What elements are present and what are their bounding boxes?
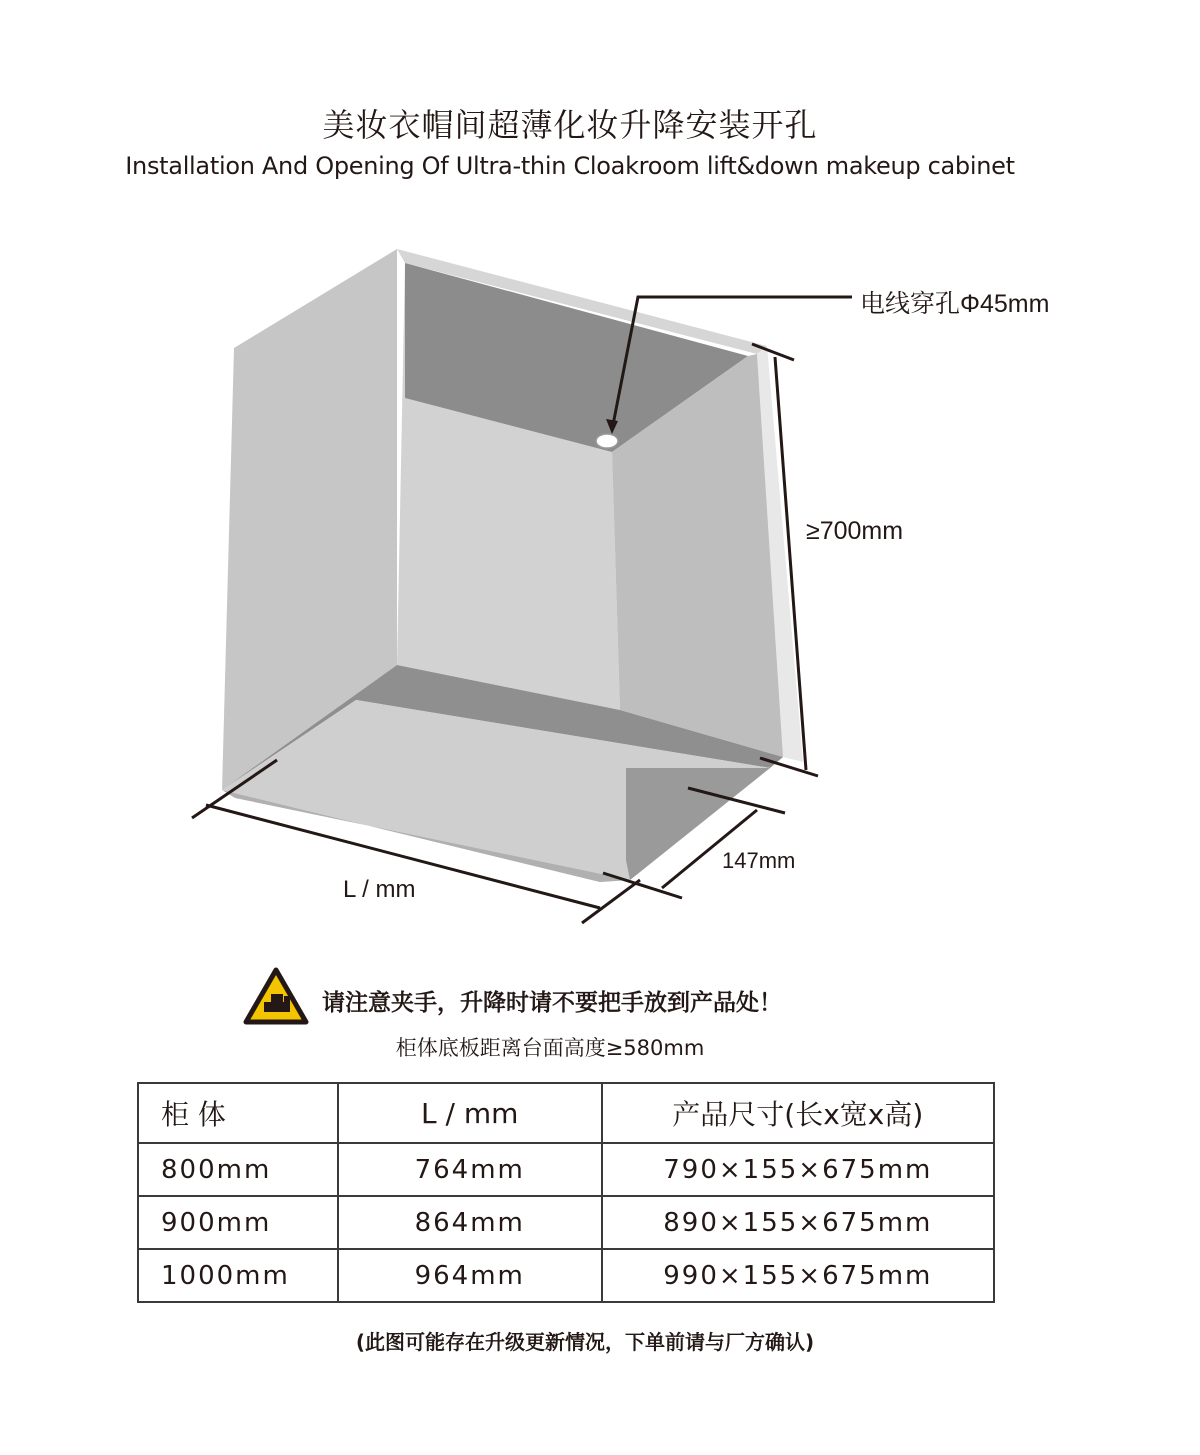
cell-product-size: 890×155×675mm [602,1196,994,1249]
table-row [138,1143,994,1196]
cell-cabinet: 800mm [138,1143,338,1196]
size-spec-table [137,1082,995,1303]
cell-length: 964mm [338,1249,602,1302]
cable-hole [596,434,618,448]
table-row [138,1249,994,1302]
header-cabinet: 柜 体 [138,1083,338,1143]
page-title: 美妆衣帽间超薄化妆升降安装开孔 [322,106,818,144]
table-header-row [138,1083,994,1143]
header-product-size: 产品尺寸(长x宽x高) [602,1083,994,1143]
cell-cabinet: 1000mm [138,1249,338,1302]
depth-label: 147mm [722,848,796,873]
cell-product-size: 790×155×675mm [602,1143,994,1196]
hole-label: 电线穿孔Φ45mm [860,290,1050,318]
length-dim-tick-right [582,880,640,923]
depth-dim-tick-bottom [603,873,682,898]
pinch-warning-text: 请注意夹手，升降时请不要把手放到产品处！ [322,990,782,1016]
cell-length: 864mm [338,1196,602,1249]
page-subtitle: Installation And Opening Of Ultra-thin Cloakroom lift&down makeup cabinet [125,152,1015,180]
base-height-note: 柜体底板距离台面高度≥580mm [395,1036,705,1060]
length-label: L / mm [343,876,416,903]
header-length: L / mm [338,1083,602,1143]
hand-pinch-warning-icon [242,966,310,1026]
table-row [138,1196,994,1249]
cell-cabinet: 900mm [138,1196,338,1249]
cell-length: 764mm [338,1143,602,1196]
update-footnote: (此图可能存在升级更新情况，下单前请与厂方确认) [355,1330,815,1354]
height-label: ≥700mm [806,517,904,545]
cell-product-size: 990×155×675mm [602,1249,994,1302]
